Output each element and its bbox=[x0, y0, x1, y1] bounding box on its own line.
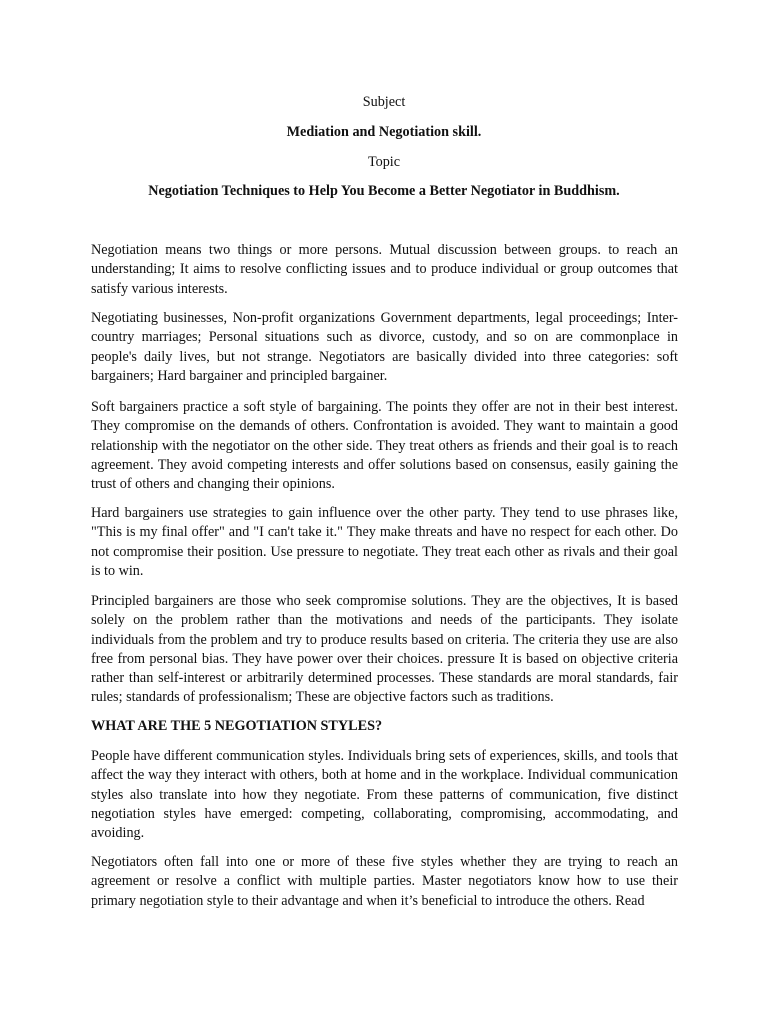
subject-label: Subject bbox=[362, 94, 406, 110]
paragraph-principled-bargainers: Principled bargainers are those who seek compromise solutions. They are the objectives, It is based solely on the problem rather than the motivations and needs of the participants. They isolate individuals from the problem and try to produce results based on criteria. The criteria they use are also free from personal bias. They have power over their choices. pressure It is based on objective criteria rather than self-interest or arbitrarily determined processes. These standards are moral standards, fair rules; standards of professionalism; These are objective factors such as traditions. bbox=[91, 593, 678, 706]
paragraph-definition: Negotiation means two things or more persons. Mutual discussion between groups. to reach an understanding; It aims to resolve conflicting issues and to produce individual or group outcomes that satisfy various interests. bbox=[91, 242, 678, 297]
paragraph-soft-bargainers: Soft bargainers practice a soft style of bargaining. The points they offer are not in their best interest. They compromise on the demands of others. Confrontation is avoided. They want to maintain a good relationship with the negotiator on the other side. They treat others as friends and their goal is to reach agreement. They avoid competing interests and offer solutions based on consensus, easily gaining the trust of others and changing their opinions. bbox=[91, 399, 678, 493]
topic-title: Negotiation Techniques to Help You Become a Better Negotiator in Buddhism. bbox=[148, 183, 620, 199]
paragraph-communication-styles: People have different communication styles. Individuals bring sets of experiences, skills, and tools that affect the way they interact with others, both at home and in the workplace. Individual communication styles also translate into how they negotiate. From these patterns of communication, five distinct negotiation styles have emerged: competing, collaborating, compromising, accommodating, and avoiding. bbox=[91, 748, 678, 842]
paragraph-hard-bargainers: Hard bargainers use strategies to gain influence over the other party. They tend to use phrases like, "This is my final offer" and "I can't take it." They make threats and have no respect for each other. Do not compromise their position. Use pressure to negotiate. They treat each other as rivals and their goal is to win. bbox=[91, 505, 678, 579]
paragraph-categories: Negotiating businesses, Non-profit organizations Government departments, legal proceedings; Inter-country marriages; Personal situations such as divorce, custody, and so on are commonplace in people's daily lives, but not strange. Negotiators are basically divided into three categories: soft bargainers; Hard bargainer and principled bargainer. bbox=[91, 310, 678, 384]
topic-label: Topic bbox=[367, 154, 401, 170]
subject-title: Mediation and Negotiation skill. bbox=[286, 124, 482, 140]
section-heading: WHAT ARE THE 5 NEGOTIATION STYLES? bbox=[91, 718, 383, 734]
paragraph-master-negotiators: Negotiators often fall into one or more of these five styles whether they are trying to reach an agreement or resolve a conflict with multiple parties. Master negotiators know how to use their primary negotiation style to their advantage and when it’s beneficial to introduce the others. Read bbox=[91, 854, 678, 909]
